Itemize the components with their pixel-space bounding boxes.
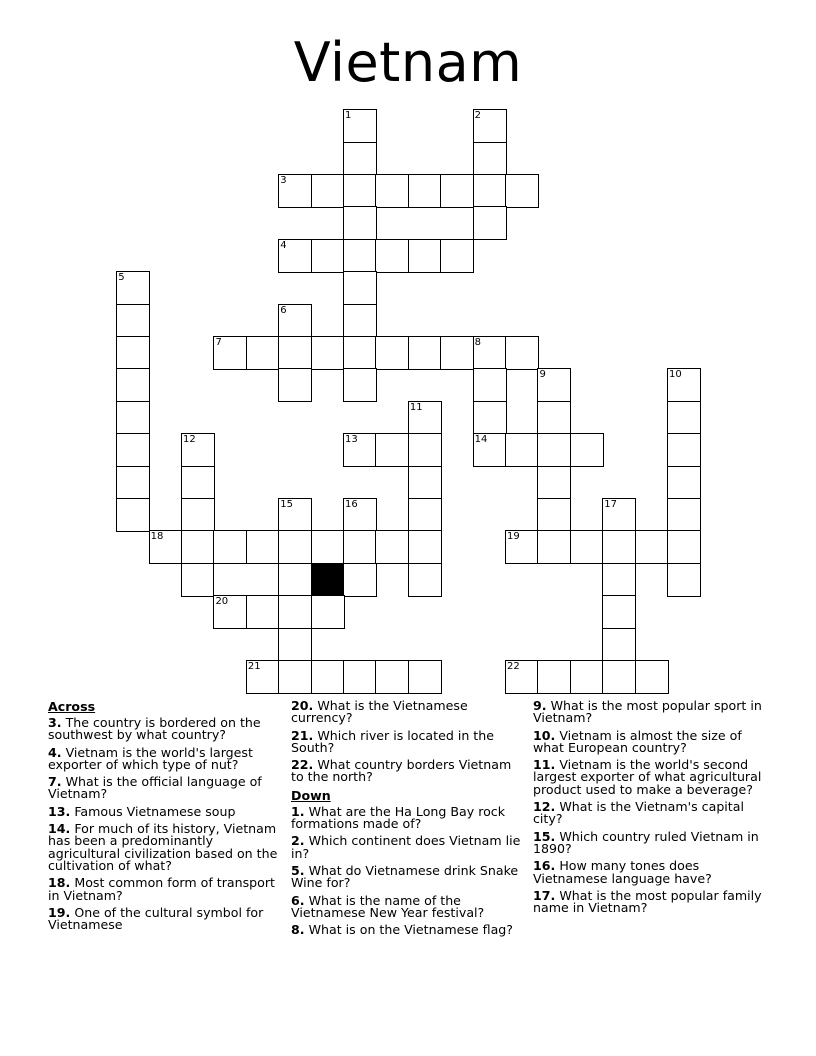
grid-cell[interactable]	[602, 595, 636, 629]
grid-cell-3[interactable]	[278, 174, 312, 208]
grid-cell-20[interactable]	[213, 595, 247, 629]
grid-cell[interactable]	[181, 530, 215, 564]
grid-cell[interactable]	[116, 304, 150, 338]
clue-number: 12	[183, 434, 196, 446]
clue-number: 9	[539, 369, 546, 381]
grid-cell-18[interactable]	[149, 530, 183, 564]
clues-column-3	[533, 700, 768, 919]
clue-number: 10	[669, 369, 682, 381]
clue-number: 2	[474, 110, 482, 122]
grid-cell-10[interactable]	[667, 368, 701, 402]
grid-cell[interactable]	[375, 660, 409, 694]
grid-cell[interactable]	[213, 563, 247, 597]
clue-down-12: 12. What is the Vietnam's capital city?	[533, 799, 744, 827]
grid-cell-6[interactable]	[278, 304, 312, 338]
grid-cell[interactable]	[278, 563, 312, 597]
clue-across-22: 22. What country borders Vietnam to the north?	[291, 757, 512, 785]
grid-cell[interactable]	[440, 239, 474, 273]
clue-across-13: 13. Famous Vietnamese soup	[48, 803, 236, 819]
clue-number: 4	[280, 239, 287, 251]
grid-cell[interactable]	[602, 563, 636, 597]
grid-cell[interactable]	[246, 595, 280, 629]
grid-cell[interactable]	[667, 433, 701, 467]
grid-cell[interactable]	[343, 563, 377, 597]
grid-cell[interactable]	[473, 206, 507, 240]
grid-cell[interactable]	[116, 368, 150, 402]
grid-cell[interactable]	[375, 174, 409, 208]
grid-cell[interactable]	[667, 563, 701, 597]
grid-cell[interactable]	[343, 271, 377, 305]
clues-column-1	[48, 700, 283, 936]
grid-cell[interactable]	[473, 368, 507, 402]
grid-cell[interactable]	[408, 563, 442, 597]
grid-cell[interactable]	[408, 660, 442, 694]
grid-cell[interactable]	[537, 433, 571, 467]
grid-cell-22[interactable]	[505, 660, 539, 694]
grid-cell[interactable]	[375, 239, 409, 273]
grid-cell[interactable]	[246, 336, 280, 370]
grid-cell[interactable]	[116, 401, 150, 435]
grid-cell[interactable]	[375, 530, 409, 564]
clue-number: 3	[280, 175, 287, 187]
grid-cell[interactable]	[408, 498, 442, 532]
clue-number: 7	[215, 337, 222, 349]
clue-down-1: 1. What are the Ha Long Bay rock formations made of?	[291, 803, 506, 832]
black-square	[311, 563, 345, 597]
grid-cell[interactable]	[116, 466, 150, 500]
grid-cell[interactable]	[667, 466, 701, 500]
clue-down-17: 17. What is the most popular family name in Vietnam?	[533, 887, 762, 916]
grid-cell[interactable]	[278, 595, 312, 629]
grid-cell[interactable]	[537, 660, 571, 694]
grid-cell[interactable]	[505, 433, 539, 467]
grid-cell[interactable]	[537, 466, 571, 500]
grid-cell[interactable]	[635, 530, 669, 564]
clue-down-8: 8. What is on the Vietnamese flag?	[291, 922, 513, 938]
grid-cell-16[interactable]	[343, 498, 377, 532]
grid-cell[interactable]	[278, 336, 312, 370]
clue-down-2: 2. Which continent does Vietnam lie in?	[291, 833, 521, 861]
grid-cell-17[interactable]	[602, 498, 636, 532]
grid-cell[interactable]	[343, 660, 377, 694]
grid-cell[interactable]	[311, 336, 345, 370]
grid-cell[interactable]	[667, 498, 701, 532]
grid-cell[interactable]	[343, 304, 377, 338]
clue-down-15: 15. Which country ruled Vietnam in 1890?	[533, 828, 759, 856]
grid-cell[interactable]	[311, 174, 345, 208]
clue-number: 13	[345, 434, 358, 446]
grid-cell[interactable]	[246, 563, 280, 597]
grid-cell[interactable]	[570, 530, 604, 564]
grid-cell[interactable]	[408, 466, 442, 500]
grid-cell[interactable]	[505, 174, 539, 208]
clue-across-3: 3. The country is bordered on the southwest by what country?	[48, 715, 261, 743]
grid-cell[interactable]	[537, 498, 571, 532]
grid-cell-14[interactable]	[473, 433, 507, 467]
grid-cell[interactable]	[311, 595, 345, 629]
grid-cell[interactable]	[440, 336, 474, 370]
grid-cell[interactable]	[278, 368, 312, 402]
clue-down-5: 5. What do Vietnamese drink Snake Wine for?	[291, 862, 519, 891]
clue-down-6: 6. What is the name of the Vietnamese New Year festival?	[291, 892, 485, 920]
clue-down-10: 10. Vietnam is almost the size of what European country?	[533, 727, 742, 755]
clue-number: 11	[409, 401, 423, 413]
grid-cell-5[interactable]	[116, 271, 150, 305]
grid-cell[interactable]	[213, 530, 247, 564]
grid-cell[interactable]	[473, 401, 507, 435]
clue-across-7: 7. What is the official language of Vietnam?	[48, 774, 262, 802]
down-heading: Down	[291, 787, 331, 803]
grid-cell[interactable]	[667, 401, 701, 435]
puzzle-title: Vietnam	[293, 31, 523, 94]
grid-cell[interactable]	[602, 628, 636, 662]
grid-cell[interactable]	[408, 174, 442, 208]
grid-cell[interactable]	[116, 498, 150, 532]
grid-cell-13[interactable]	[343, 433, 377, 467]
grid-cell[interactable]	[343, 368, 377, 402]
grid-cell[interactable]	[311, 530, 345, 564]
grid-cell[interactable]	[116, 433, 150, 467]
grid-cell[interactable]	[408, 239, 442, 273]
clue-across-14: 14. For much of its history, Vietnam has been a predominantly agricultural civilization based on the cultivation of what?	[48, 821, 278, 873]
grid-cell[interactable]	[473, 142, 507, 176]
grid-cell[interactable]	[343, 142, 377, 176]
clue-number: 17	[604, 499, 617, 511]
clue-down-11: 11. Vietnam is the world's second largest exporter of what agricultural product used to make a beverage?	[533, 757, 762, 797]
grid-cell[interactable]	[343, 174, 377, 208]
grid-cell-7[interactable]	[213, 336, 247, 370]
grid-cell[interactable]	[278, 530, 312, 564]
clue-across-20: 20. What is the Vietnamese currency?	[291, 698, 468, 726]
grid-cell[interactable]	[343, 336, 377, 370]
clue-down-9: 9. What is the most popular sport in Vietnam?	[533, 698, 762, 726]
clue-number: 22	[507, 661, 520, 673]
grid-cell-1[interactable]	[343, 109, 377, 143]
grid-cell-15[interactable]	[278, 498, 312, 532]
grid-cell[interactable]	[667, 530, 701, 564]
grid-cell[interactable]	[537, 401, 571, 435]
grid-cell-2[interactable]	[473, 109, 507, 143]
grid-cell-11[interactable]	[408, 401, 442, 435]
grid-cell[interactable]	[181, 498, 215, 532]
grid-cell[interactable]	[343, 239, 377, 273]
clue-across-19: 19. One of the cultural symbol for Vietnamese	[48, 904, 264, 933]
grid-cell[interactable]	[116, 336, 150, 370]
grid-cell[interactable]	[505, 336, 539, 370]
grid-cell[interactable]	[440, 174, 474, 208]
grid-cell[interactable]	[602, 530, 636, 564]
grid-cell[interactable]	[570, 660, 604, 694]
clue-number: 18	[150, 531, 164, 543]
clue-number: 20	[215, 596, 229, 608]
grid-cell-4[interactable]	[278, 239, 312, 273]
grid-cell[interactable]	[278, 628, 312, 662]
grid-cell[interactable]	[311, 239, 345, 273]
grid-cell[interactable]	[408, 530, 442, 564]
clue-across-21: 21. Which river is located in the South?	[291, 727, 494, 755]
grid-cell[interactable]	[635, 660, 669, 694]
clue-number: 15	[280, 499, 293, 511]
grid-cell-8[interactable]	[473, 336, 507, 370]
clue-across-18: 18. Most common form of transport in Vietnam?	[48, 875, 275, 903]
grid-cell[interactable]	[181, 563, 215, 597]
clue-number: 5	[118, 272, 125, 284]
grid-cell[interactable]	[375, 433, 409, 467]
clue-number: 1	[345, 110, 352, 122]
clue-number: 14	[474, 434, 488, 446]
clue-number: 8	[474, 337, 482, 349]
grid-cell[interactable]	[343, 206, 377, 240]
clue-number: 19	[507, 531, 520, 543]
grid-cell[interactable]	[408, 433, 442, 467]
grid-cell[interactable]	[570, 433, 604, 467]
grid-cell[interactable]	[343, 530, 377, 564]
grid-cell[interactable]	[473, 174, 507, 208]
clue-down-16: 16. How many tones does Vietnamese language have?	[533, 858, 712, 886]
grid-cell-9[interactable]	[537, 368, 571, 402]
clue-across-4: 4. Vietnam is the world's largest exporter of which type of nut?	[48, 744, 253, 772]
grid-cell[interactable]	[408, 336, 442, 370]
grid-cell-19[interactable]	[505, 530, 539, 564]
clue-number: 6	[280, 304, 287, 316]
grid-cell[interactable]	[602, 660, 636, 694]
grid-cell[interactable]	[246, 530, 280, 564]
grid-cell[interactable]	[537, 530, 571, 564]
grid-cell[interactable]	[278, 660, 312, 694]
grid-cell[interactable]	[181, 466, 215, 500]
clue-number: 16	[345, 499, 358, 511]
grid-cell-21[interactable]	[246, 660, 280, 694]
grid-cell[interactable]	[375, 336, 409, 370]
clue-number: 21	[247, 661, 261, 673]
grid-cell-12[interactable]	[181, 433, 215, 467]
grid-cell[interactable]	[311, 660, 345, 694]
across-heading: Across	[48, 699, 96, 714]
clues-column-2	[291, 700, 526, 941]
